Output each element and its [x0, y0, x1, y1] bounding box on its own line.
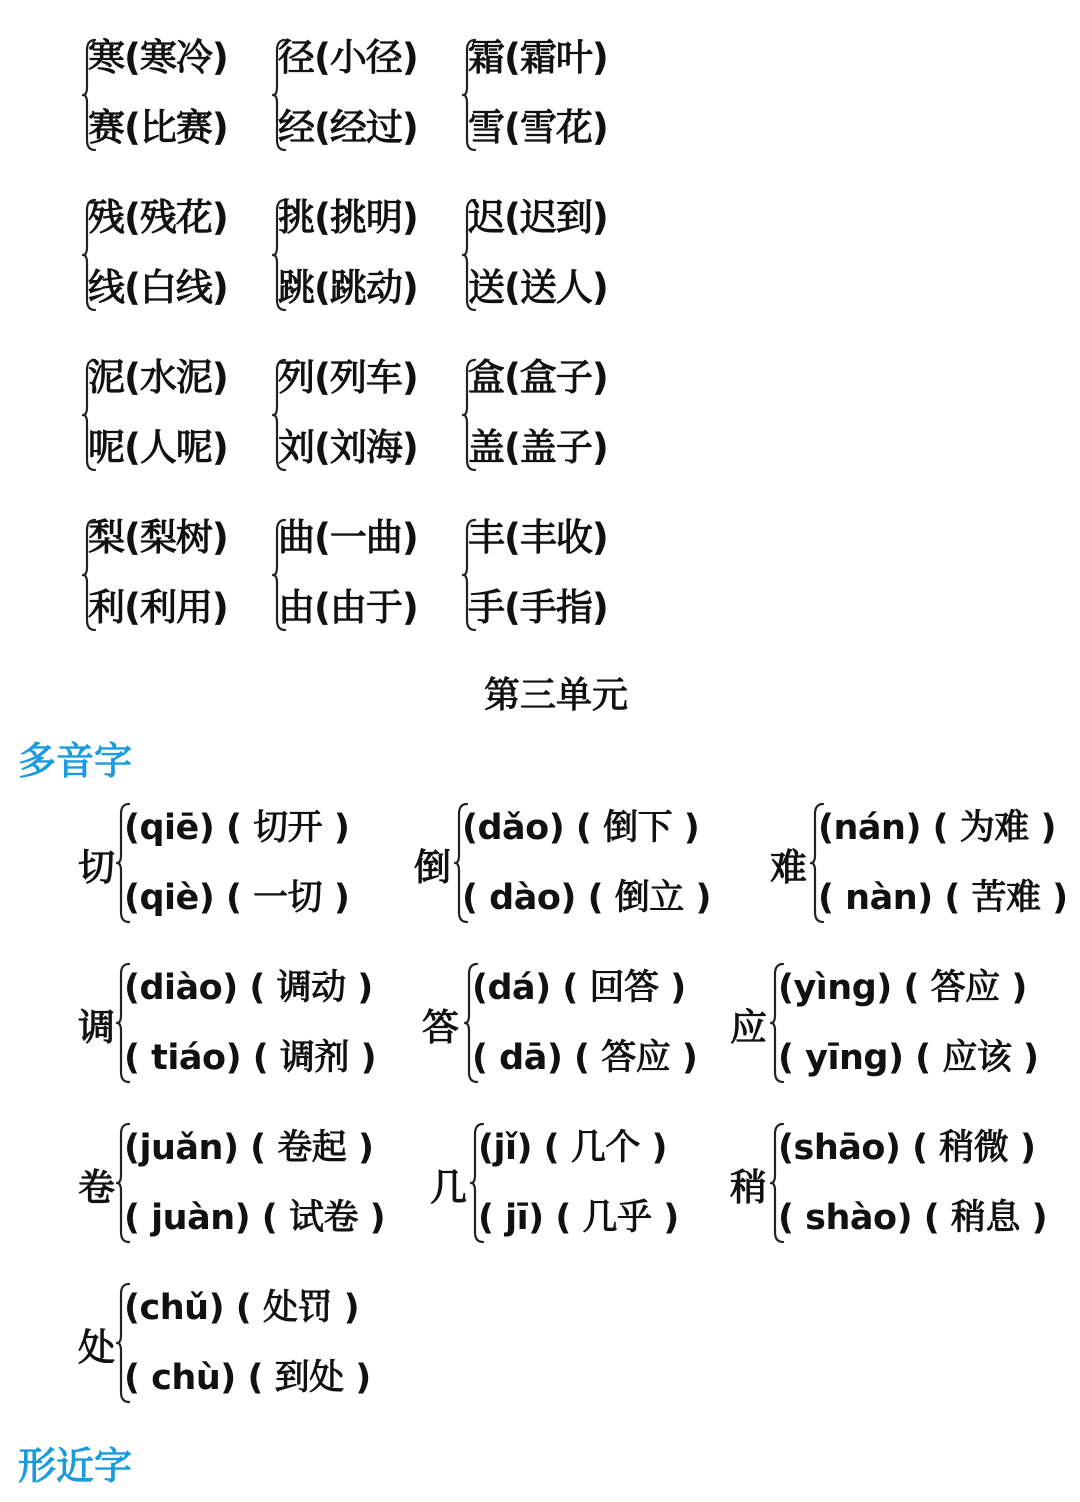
pair-top-word: 列(列车) — [278, 356, 418, 399]
reading-first: (dǎo) ( 倒下 ) — [462, 808, 700, 848]
pair-bottom-word: 经(经过) — [278, 106, 418, 149]
pair-top-word: 丰(丰收) — [468, 516, 608, 559]
reading-first: (chǔ) ( 处罚 ) — [124, 1288, 360, 1328]
reading-first: (nán) ( 为难 ) — [818, 808, 1056, 848]
pair-bottom-word: 送(送人) — [468, 266, 608, 309]
pair-top-word: 挑(挑明) — [278, 196, 418, 239]
pair-bottom-word: 盖(盖子) — [468, 426, 608, 469]
pair-top-word: 霜(霜叶) — [468, 36, 608, 79]
reading-second: ( juàn) ( 试卷 ) — [124, 1198, 386, 1238]
reading-second: ( dā) ( 答应 ) — [472, 1038, 698, 1078]
pair-top-word: 盒(盒子) — [468, 356, 608, 399]
pair-top-word: 迟(迟到) — [468, 196, 608, 239]
pair-top-word: 泥(水泥) — [88, 356, 228, 399]
pair-bottom-word: 呢(人呢) — [88, 426, 228, 469]
polyphonic-character: 几 — [430, 1166, 467, 1209]
pair-top-word: 径(小径) — [278, 36, 418, 79]
reading-second: (qiè) ( 一切 ) — [124, 878, 350, 918]
reading-first: (jǐ) ( 几个 ) — [478, 1128, 668, 1168]
polyphonic-character: 处 — [78, 1326, 115, 1369]
pair-bottom-word: 刘(刘海) — [278, 426, 418, 469]
reading-second: ( tiáo) ( 调剂 ) — [124, 1038, 377, 1078]
polyphonic-character: 切 — [78, 846, 115, 889]
polyphonic-character: 调 — [78, 1006, 115, 1049]
reading-second: ( nàn) ( 苦难 ) — [818, 878, 1068, 918]
pair-bottom-word: 雪(雪花) — [468, 106, 608, 149]
reading-second: ( dào) ( 倒立 ) — [462, 878, 711, 918]
reading-second: ( jī) ( 几乎 ) — [478, 1198, 679, 1238]
pair-top-word: 梨(梨树) — [88, 516, 228, 559]
polyphonic-character: 卷 — [78, 1166, 115, 1209]
pair-bottom-word: 线(白线) — [88, 266, 228, 309]
polyphonic-character: 难 — [770, 846, 807, 889]
section-heading-similar: 形近字 — [18, 1444, 133, 1488]
pair-top-word: 残(残花) — [88, 196, 228, 239]
reading-first: (juǎn) ( 卷起 ) — [124, 1128, 374, 1168]
pair-bottom-word: 跳(跳动) — [278, 266, 418, 309]
pair-bottom-word: 由(由于) — [278, 586, 418, 629]
reading-first: (dá) ( 回答 ) — [472, 968, 686, 1008]
pair-bottom-word: 手(手指) — [468, 586, 608, 629]
unit-title: 第三单元 — [484, 675, 629, 716]
polyphonic-character: 稍 — [730, 1166, 767, 1209]
reading-second: ( yīng) ( 应该 ) — [778, 1038, 1039, 1078]
reading-first: (shāo) ( 稍微 ) — [778, 1128, 1036, 1168]
reading-second: ( chù) ( 到处 ) — [124, 1358, 371, 1398]
reading-first: (yìng) ( 答应 ) — [778, 968, 1027, 1008]
reading-second: ( shào) ( 稍息 ) — [778, 1198, 1048, 1238]
pair-bottom-word: 利(利用) — [88, 586, 228, 629]
polyphonic-character: 倒 — [414, 846, 451, 889]
pair-bottom-word: 赛(比赛) — [88, 106, 228, 149]
pair-top-word: 曲(一曲) — [278, 516, 418, 559]
reading-first: (qiē) ( 切开 ) — [124, 808, 350, 848]
reading-first: (diào) ( 调动 ) — [124, 968, 373, 1008]
pair-top-word: 寒(寒冷) — [88, 36, 228, 79]
polyphonic-character: 答 — [422, 1006, 459, 1049]
section-heading-polyphonic: 多音字 — [18, 739, 133, 783]
polyphonic-character: 应 — [730, 1006, 767, 1049]
